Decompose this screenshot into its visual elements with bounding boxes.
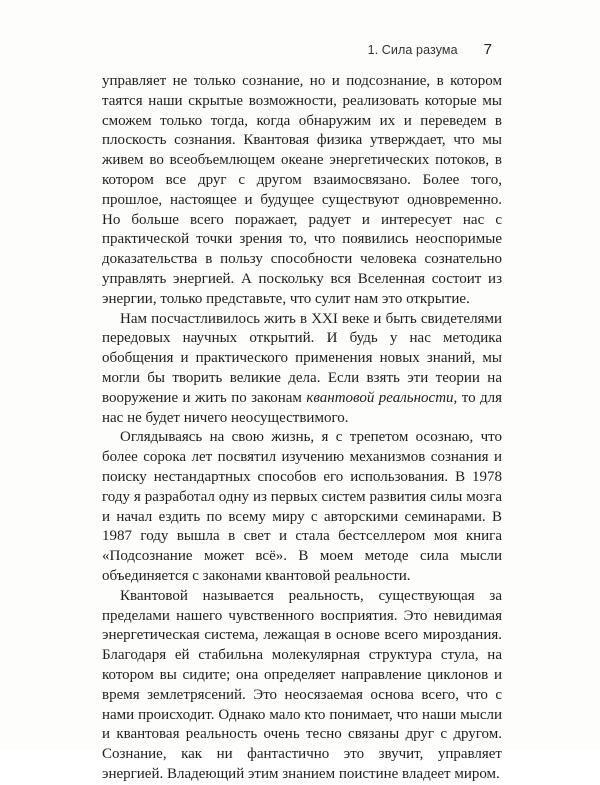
running-header	[368, 41, 492, 58]
paragraph-2-text: Нам посчастливилось жить в XXI веке и быть свидетелями передовых научных открытий. И будь у нас методика обобщения и практического применения новых знаний, мы могли бы творить великие дела. Если взять эти теории на вооружение и жить по законам	[102, 310, 502, 406]
paragraph-1: управляет не только сознание, но и подсознание, в котором таятся наши скрытые возможности, реализовать которые мы сможем только тогда, когда обнаружим их и переведем в плоскость сознания. Квантовая физика утверждает, что мы живем во всеобъемлющем океане энергетических потоков, в котором все друг с другом взаимосвязано. Более того, прошлое, настоящее и будущее существуют одновременно. Но больше всего поражает, радует и интересует нас с практической точки зрения то, что появились неоспоримые доказательства в пользу способности человека сознательно управлять энергией. А поскольку вся Вселенная состоит из энергии, только представьте, что сулит нам это открытие.	[102, 73, 502, 307]
body-text	[102, 72, 502, 785]
paragraph-3: Оглядываясь на свою жизнь, я с трепетом осознаю, что более сорока лет посвятил изучению механизмов сознания и поиску нестандартных способов его использования. В 1978 году я разработал одну из первых систем развития силы мозга и начал ездить по всему миру с авторскими семинарами. В 1987 году вышла в свет и стала бестселлером моя книга «Подсознание может всё». В моем методе сила мысли объединяется с законами квантовой реальности.	[102, 429, 502, 584]
paragraph-2	[102, 310, 502, 429]
paragraph-2-text-end: , то для нас не будет ничего неосуществимого.	[102, 389, 503, 426]
chapter-title: 1. Сила разума	[367, 43, 458, 57]
paragraph-4: Квантовой называется реальность, существующая за пределами нашего чувственного восприятия. Это невидимая энергетическая система, лежащая в основе всего мироздания. Благодаря ей стабильна молекулярная структура стула, на котором вы сидите; она определяет направление циклонов и время землетрясений. Это неосязаемая основа всего, что с нами происходит. Однако мало кто понимает, что наши мысли и квантовая реальность очень тесно связаны друг с другом. Сознание, как ни фантастично это звучит, управляет энергией. Владеющий этим знанием поистине владеет миром.	[102, 587, 502, 782]
paragraph-2-emphasis: квантовой реальности	[306, 389, 454, 406]
page-number: 7	[483, 41, 492, 58]
